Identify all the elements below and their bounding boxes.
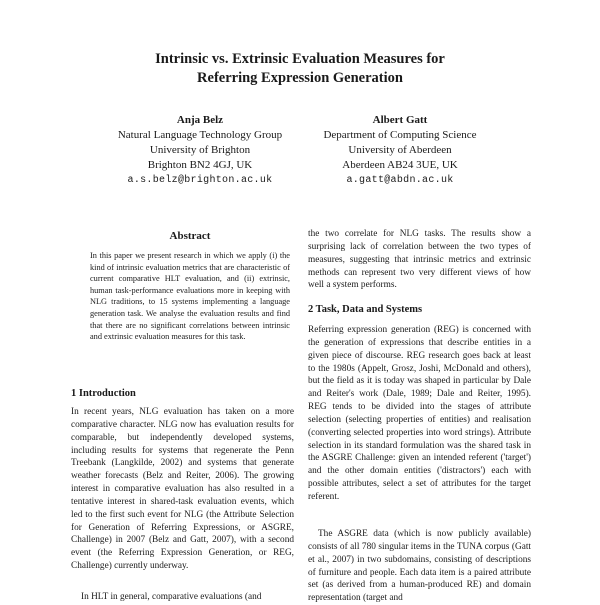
author-address: Aberdeen AB24 3UE, UK <box>342 159 458 171</box>
author-institution: University of Brighton <box>149 144 251 156</box>
author-name: Albert Gatt <box>372 114 428 126</box>
section-heading-task-data-systems: 2 Task, Data and Systems <box>308 304 423 315</box>
introduction-paragraph-1: In recent years, NLG evaluation has taken on a more comparative character. NLG now has evaluation results for comparable, but independently developed systems, including results for systems that regenerate the Penn Treebank (Langkilde, 2002) and systems that generate weather forecasts (Belz and Reiter, 2006). The growing interest in comparative evaluation has also resulted in a tentative interest in shared-task evaluation events, which led to the first such event for NLG (the Attribute Selection for Generation of Referring Expressions, or ASGRE, Challenge) in 2007 (Belz and Gatt, 2007), with a second event (the Referring Expression Generation, or REG, Challenge) currently underway. <box>71 407 294 572</box>
abstract-heading: Abstract <box>169 230 211 242</box>
abstract-text: In this paper we present research in which we apply (i) the kind of intrinsic evaluation metrics that are characteristic of current comparative HLT evaluation, and (ii) extrinsic, human task-performance evaluations more in keeping with NLG traditions, to 15 systems implementing a language generation task. We analyse the evaluation results and find that there are no significant correlations between intrinsic and extrinsic evaluation measures for this task. <box>90 251 290 342</box>
author-email: a.s.belz@brighton.ac.uk <box>127 175 273 186</box>
section-heading-introduction: 1 Introduction <box>71 388 136 399</box>
author-email: a.gatt@abdn.ac.uk <box>346 175 454 186</box>
author-institution: University of Aberdeen <box>348 144 452 156</box>
author-address: Brighton BN2 4GJ, UK <box>147 159 253 171</box>
author-name: Anja Belz <box>176 114 224 126</box>
paper-title <box>0 50 600 88</box>
title-line-2: Referring Expression Generation <box>197 70 403 86</box>
author-affiliation: Natural Language Technology Group <box>117 129 283 141</box>
author-block-1 <box>100 113 300 188</box>
author-affiliation: Department of Computing Science <box>323 129 477 141</box>
introduction-paragraph-2: In HLT in general, comparative evaluations (and <box>81 592 262 602</box>
title-line-1: Intrinsic vs. Extrinsic Evaluation Measures for <box>155 51 445 67</box>
task-paragraph-1: Referring expression generation (REG) is concerned with the generation of expressions that describe entities in a given piece of discourse. REG research goes back at least to the 1980s (Appelt, Grosz, Joshi, McDonald and others), but the field as it is today was shaped in particular by Dale and Reiter's work (Dale, 1989; Dale and Reiter, 1995). REG tends to be divided into the stages of attribute selection (selecting properties of entities) and realisation (converting selected properties into word strings). Attribute selection in its standard formulation was the shared task in the ASGRE Challenge: given an intended referent ('target') and the other domain entities ('distractors') each with possible attributes, select a set of attributes for the target referent. <box>308 325 531 502</box>
task-paragraph-2: The ASGRE data (which is now publicly available) consists of all 780 singular items in the TUNA corpus (Gatt et al., 2007) in two subdomains, consisting of descriptions of furniture and people. Each data item is a paired attribute set (as derived from a human-produced RE) and domain representation (target and <box>308 529 531 604</box>
author-block-2 <box>300 113 500 188</box>
introduction-continuation-paragraph: the two correlate for NLG tasks. The results show a surprising lack of correlation between the two types of measures, suggesting that intrinsic metrics and extrinsic methods can represent two very different views of how well a system performs. <box>308 229 531 291</box>
